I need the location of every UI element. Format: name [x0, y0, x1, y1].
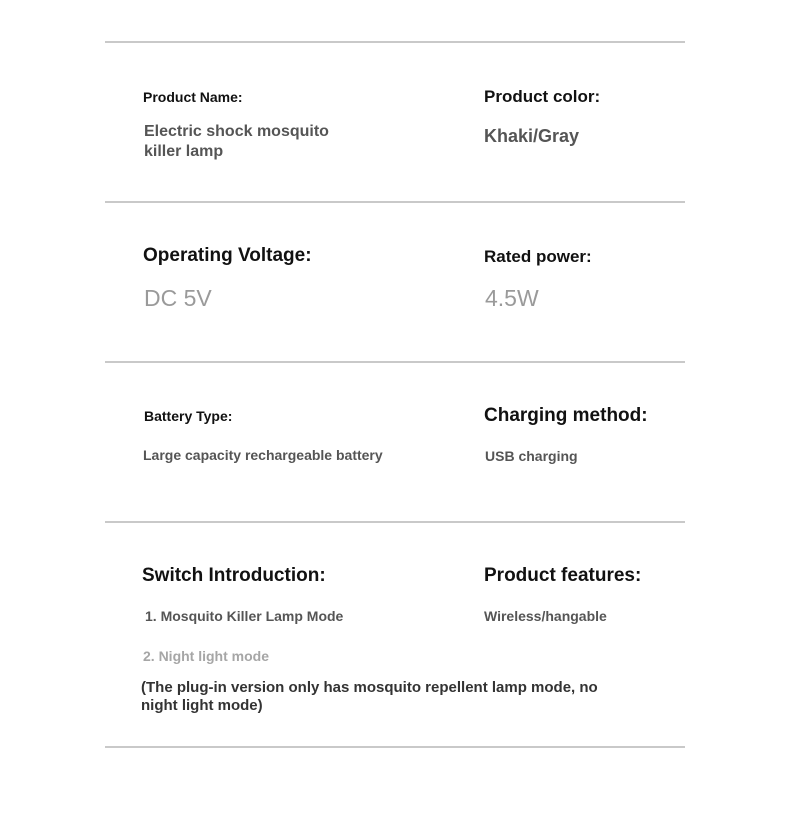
switch-introduction-label: Switch Introduction:: [142, 565, 326, 586]
rated-power-label: Rated power:: [484, 247, 592, 266]
product-features-label: Product features:: [484, 565, 642, 586]
product-color-label: Product color:: [484, 87, 601, 106]
divider: [105, 361, 685, 363]
battery-type-value: Large capacity rechargeable battery: [143, 447, 383, 463]
divider: [105, 746, 685, 748]
product-name-value: Electric shock mosquito killer lamp: [144, 123, 329, 160]
divider: [105, 41, 685, 43]
charging-method-value: USB charging: [485, 448, 578, 464]
rated-power-value: 4.5W: [485, 285, 539, 311]
battery-type-label: Battery Type:: [144, 408, 233, 424]
product-features-value: Wireless/hangable: [484, 608, 607, 624]
product-color-value: Khaki/Gray: [484, 126, 580, 146]
divider: [105, 521, 685, 523]
product-name-label: Product Name:: [143, 89, 243, 105]
charging-method-label: Charging method:: [484, 405, 648, 426]
divider: [105, 201, 685, 203]
switch-mode-1: 1. Mosquito Killer Lamp Mode: [145, 608, 344, 624]
switch-note: (The plug-in version only has mosquito repellent lamp mode, no night light mode): [141, 679, 598, 714]
operating-voltage-label: Operating Voltage:: [143, 245, 312, 266]
operating-voltage-value: DC 5V: [144, 285, 212, 311]
switch-mode-2: 2. Night light mode: [143, 648, 269, 664]
